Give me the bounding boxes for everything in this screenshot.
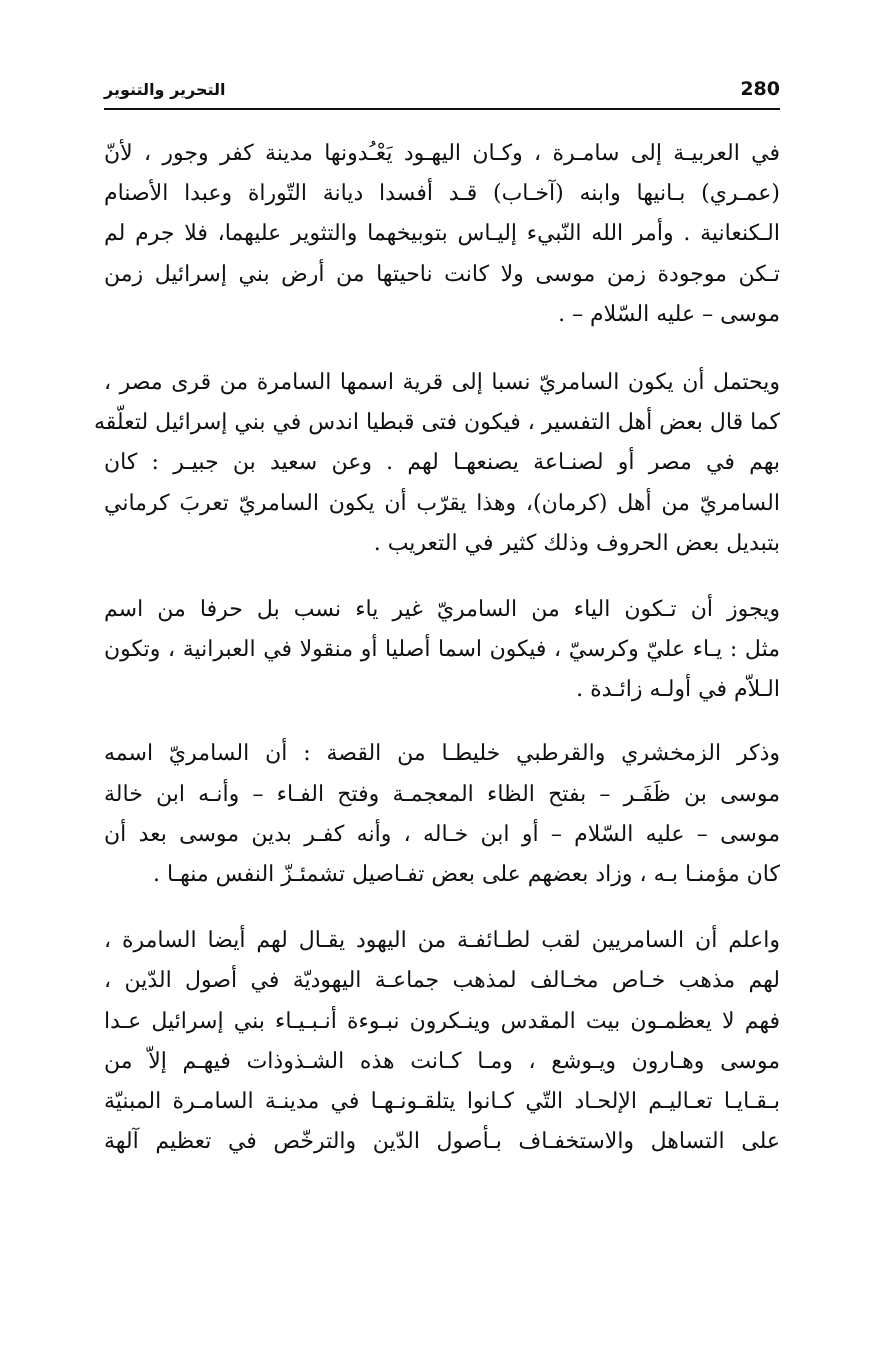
- text-line: موسى – عليه السّلام – أو ابن خـاله ، وأنه كفـر بدين موسى بعد أن: [104, 821, 780, 847]
- text-line: بهم في مصر أو لصنـاعة يصنعهـا لهم . وعن سعيد بن جبيـر : كان: [104, 450, 780, 476]
- paragraph: [104, 921, 780, 1162]
- text-line: موسى – عليه السّلام – .: [558, 301, 780, 327]
- text-line: في العربيـة إلى سامـرة ، وكـان اليهـود يَعْـُدونها مدينة كفر وجور ، لأنّ: [104, 141, 780, 166]
- text-line: الـكنعانية . وأمر الله النّبيء إليـاس بتوبيخهما والتثوير عليهما، فلا جرم لم: [104, 221, 780, 247]
- paragraph: [104, 590, 780, 711]
- text-line: وذكر الزمخشري والقرطبي خليطـا من القصة : أن السامريّ اسمه: [104, 741, 780, 767]
- text-line: كان مؤمنـا بـه ، وزاد بعضهم على بعض تفـاصيل تشمئـزّ النفس منهـا .: [152, 862, 780, 887]
- paragraph: [104, 134, 780, 335]
- text-line: على التساهل والاستخفـاف بـأصول الدّين والترخّص في تعظيم آلهة: [104, 1129, 780, 1155]
- text-line: موسى بن ظَفَـر – بفتح الظاء المعجمـة وفتح الفـاء – وأنـه ابن خالة: [104, 781, 780, 807]
- text-line: بتبديل بعض الحروف وذلك كثير في التعريب .: [373, 530, 780, 556]
- text-line: بـقـايـا تعـاليـم الإلحـاد التّي كـانوا يتلقـونـهـا في مدينـة السامـرة المبنيّة: [104, 1088, 780, 1114]
- paragraph: [94, 363, 780, 564]
- running-title: التحرير والتنوير: [104, 80, 226, 99]
- text-line: واعلم أن السامريين لقب لطـائفـة من اليهود يقـال لهم أيضا السامرة ،: [104, 928, 780, 954]
- text-line: تـكن موجودة زمن موسى ولا كانت ناحيتها من أرض بني إسرائيل زمن: [104, 261, 780, 287]
- text-line: مثل : يـاء عليّ وكرسيّ ، فيكون اسما أصليا أو منقولا في العبرانية ، وتكون: [104, 637, 780, 663]
- text-line: كما قال بعض أهل التفسير ، فيكون فتى قبطيا اندس في بني إسرائيل لتعلّقه: [94, 410, 780, 436]
- page-number: 280: [740, 78, 780, 100]
- paragraph: [104, 734, 780, 895]
- text-line: موسى وهـارون ويـوشع ، ومـا كـانت هذه الشـذوذات فيهـم إلاّ من: [104, 1048, 780, 1074]
- text-line: (عمـري) بـانيها وابنه (آخـاب) قـد أفسدا ديانة التّوراة وعبدا الأصنام: [104, 181, 780, 207]
- text-line: ويجوز أن تـكون الياء من السامريّ غير ياء نسب بل حرفا من اسم: [104, 596, 780, 622]
- text-line: الـلاّم في أولـه زائـدة .: [576, 677, 780, 703]
- text-line: ويحتمل أن يكون السامريّ نسبا إلى قرية اسمها السامرة من قرى مصر ،: [104, 369, 780, 395]
- page-header: [104, 78, 780, 110]
- body-text: [94, 134, 780, 1162]
- text-line: فهم لا يعظمـون بيت المقدس وينـكرون نبـوءة أنـبـيـاء بني إسرائيل عـدا: [104, 1008, 780, 1034]
- text-line: السامريّ من أهل (كرمان)، وهذا يقرّب أن يكون السامريّ تعربَ كرماني: [104, 490, 780, 516]
- text-line: لهم مذهب خـاص مخـالف لمذهب جماعـة اليهوديّة في أصول الدّين ،: [104, 968, 780, 994]
